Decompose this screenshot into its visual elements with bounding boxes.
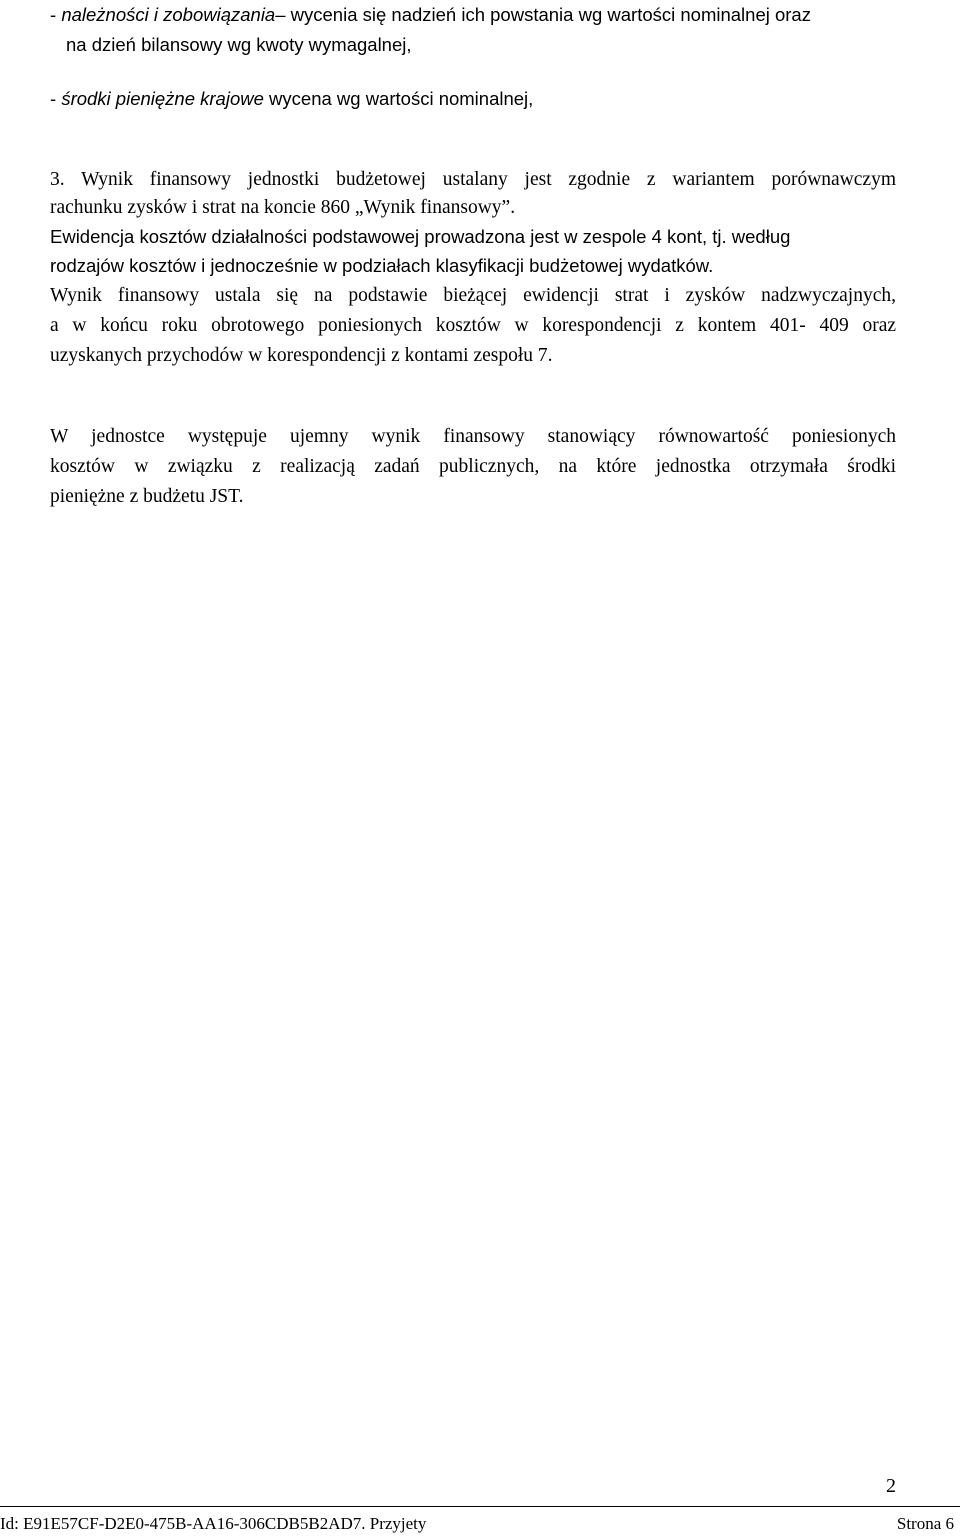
footer-document-id: Id: E91E57CF-D2E0-475B-AA16-306CDB5B2AD7. Przyjety xyxy=(0,1514,427,1533)
section3-line-3: Ewidencja kosztów działalności podstawowej prowadzona jest w zespole 4 kont, tj. według xyxy=(50,226,791,247)
list-dash: - xyxy=(50,88,62,109)
list-text: wycena wg wartości nominalnej, xyxy=(263,88,534,109)
list-term: należności i zobowiązania xyxy=(61,4,276,25)
list-item-cash xyxy=(50,84,896,114)
list-dash: - xyxy=(50,4,62,25)
closing-line-1: W jednostce występuje ujemny wynik finansowy stanowiący równowartość poniesionych xyxy=(50,426,896,447)
closing-line-3: pieniężne z budżetu JST. xyxy=(50,486,244,507)
list-item-receivables xyxy=(50,0,896,30)
footer-divider xyxy=(0,1506,960,1507)
closing-line-2: kosztów w związku z realizacją zadań publicznych, na które jednostka otrzymała środki xyxy=(50,456,896,477)
section3-line-4: rodzajów kosztów i jednocześnie w podziałach klasyfikacji budżetowej wydatków. xyxy=(50,255,714,276)
list-term: środki pieniężne krajowe xyxy=(61,88,264,109)
list-item-receivables-cont: na dzień bilansowy wg kwoty wymagalnej, xyxy=(66,34,412,55)
section3-line-6: a w końcu roku obrotowego poniesionych kosztów w korespondencji z kontem 401- 409 oraz xyxy=(50,315,896,336)
section3-line-2: rachunku zysków i strat na koncie 860 „Wynik finansowy”. xyxy=(50,197,516,218)
section3-line-5: Wynik finansowy ustala się na podstawie bieżącej ewidencji strat i zysków nadzwyczajnych, xyxy=(50,285,896,306)
footer-page-label: Strona 6 xyxy=(896,1514,954,1533)
section3-line-7: uzyskanych przychodów w korespondencji z kontami zespołu 7. xyxy=(50,345,553,366)
section3-line-1: 3. Wynik finansowy jednostki budżetowej ustalany jest zgodnie z wariantem porównawczym xyxy=(50,169,896,190)
page-number: 2 xyxy=(886,1475,896,1497)
list-text: – wycenia się nadzień ich powstania wg wartości nominalnej oraz xyxy=(275,4,811,25)
